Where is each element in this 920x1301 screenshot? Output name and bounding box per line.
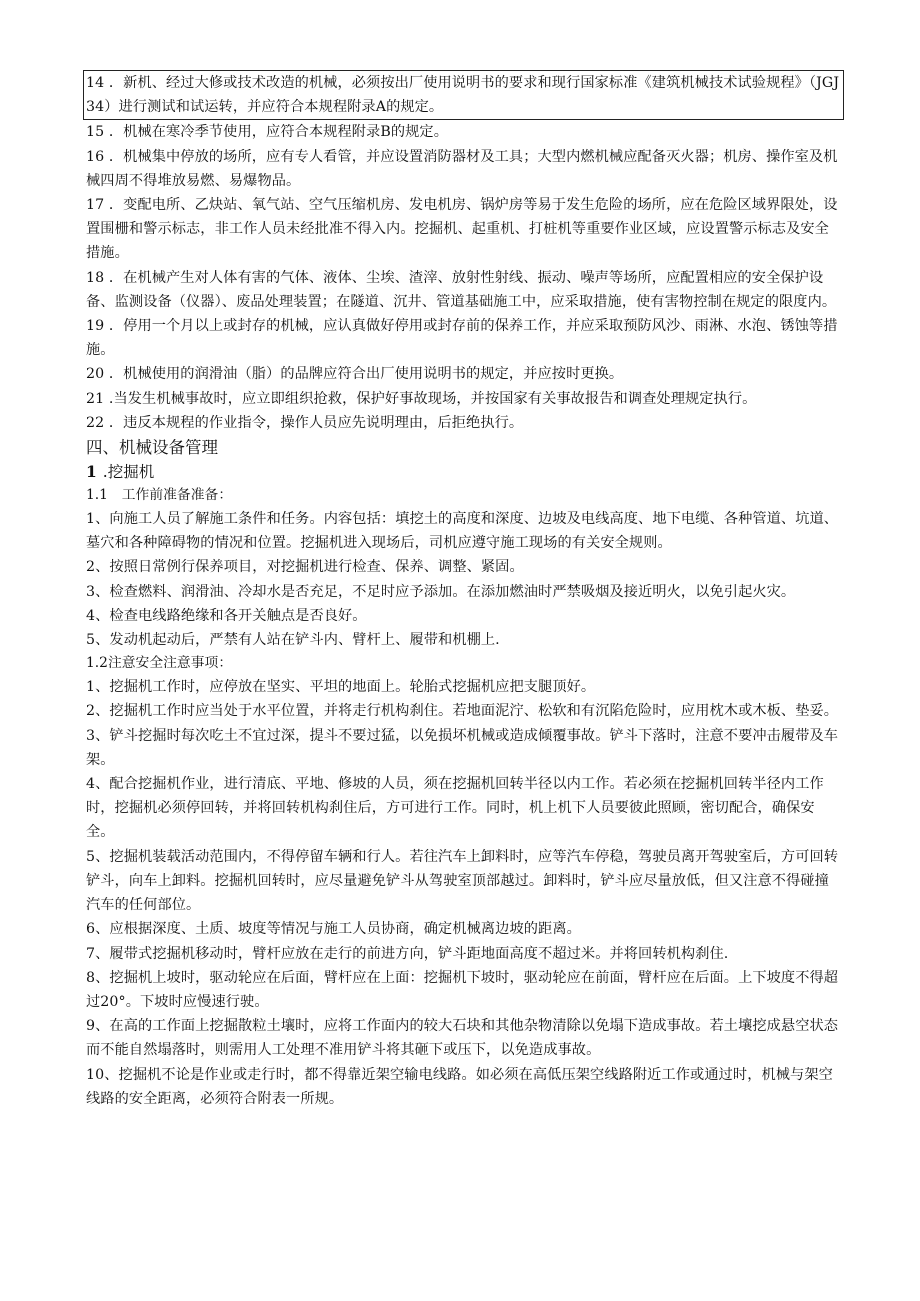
- document-page: [86, 70, 842, 1111]
- prep-item-1: 1、向施工人员了解施工条件和任务。内容包括：填挖土的高度和深度、边坡及电线高度、地下电缆、各种管道、坑道、墓穴和各种障碍物的情况和位置。挖掘机进入现场后，司机应遵守施工现场的有关安全规则。: [86, 511, 839, 552]
- prep-item-4: 4、检查电线路绝缘和各开关触点是否良好。: [86, 607, 367, 624]
- subsection-number: 1: [86, 462, 97, 482]
- rule-17: 17 ．变配电所、乙炔站、氧气站、空气压缩机房、发电机房、锅炉房等易于发生危险的场所，应在危险区域界限处，设置围栅和警示标志，非工作人员未经批准不得入内。挖掘机、起重机、打桩机等重要作业区域，应设置警示标志及安全措施。: [86, 197, 838, 262]
- rule-19: 19 ．停用一个月以上或封存的机械，应认真做好停用或封存前的保养工作，并应采取预防风沙、雨淋、水泡、锈蚀等措施。: [86, 318, 838, 359]
- safety-item-4: 4、配合挖掘机作业，进行清底、平地、修坡的人员，须在挖掘机回转半径以内工作。若必须在挖掘机回转半径内工作时，挖掘机必须停回转，并将回转机构刹住后，方可进行工作。同时，机上机下人员要彼此照顾，密切配合，确保安全。: [86, 776, 824, 841]
- prep-item-3: 3、检查燃料、润滑油、冷却水是否充足，不足时应予添加。在添加燃油时严禁吸烟及接近明火，以免引起火灾。: [86, 583, 796, 600]
- safety-item-6: 6、应根据深度、土质、坡度等情况与施工人员协商，确定机械离边坡的距离。: [86, 921, 581, 938]
- prep-item-2: 2、按照日常例行保养项目，对挖掘机进行检查、保养、调整、紧固。: [86, 559, 524, 576]
- rule-22: 22 ．违反本规程的作业指令，操作人员应先说明理由，后拒绝执行。: [86, 414, 524, 431]
- rule-16: 16 ．机械集中停放的场所，应有专人看管，并应设置消防器材及工具；大型内燃机械应配备灭火器；机房、操作室及机械四周不得堆放易燃、易爆物品。: [86, 148, 838, 189]
- safety-item-1: 1、挖掘机工作时，应停放在坚实、平坦的地面上。轮胎式挖掘机应把支腿顶好。: [86, 679, 596, 696]
- safety-item-3: 3、铲斗挖掘时每次吃土不宜过深，提斗不要过猛，以免损坏机械或造成倾覆事故。铲斗下落时，注意不要冲击履带及车架。: [86, 727, 839, 768]
- rule-21: 21 .当发生机械事故时，应立即组织抢救，保护好事故现场，并按国家有关事故报告和调查处理规定执行。: [86, 390, 757, 407]
- safety-heading: 1.2注意安全注意事项：: [86, 655, 233, 672]
- rule-15: 15 ．机械在寒冷季节使用，应符合本规程附录B的规定。: [86, 124, 449, 141]
- safety-item-2: 2、挖掘机工作时应当处于水平位置，并将走行机构刹住。若地面泥泞、松软和有沉陷危险时，应用枕木或木板、垫妥。: [86, 703, 839, 720]
- section-title: 四、机械设备管理: [86, 438, 218, 458]
- rule-18: 18 ．在机械产生对人体有害的气体、液体、尘埃、渣滓、放射性射线、振动、噪声等场所，应配置相应的安全保护设备、监测设备（仪器）、废品处理装置；在隧道、沉井、管道基础施工中，应采取措施，使有害物控制在规定的限度内。: [86, 269, 837, 310]
- safety-item-8: 8、挖掘机上坡时，驱动轮应在后面，臂杆应在上面：挖掘机下坡时，驱动轮应在前面，臂杆应在后面。上下坡度不得超过20°。下坡时应慢速行驶。: [86, 969, 839, 1010]
- prep-item-5: 5、发动机起动后，严禁有人站在铲斗内、臂杆上、履带和机棚上.: [86, 632, 500, 649]
- safety-item-10: 10、挖掘机不论是作业或走行时，都不得靠近架空输电线路。如必须在高低压架空线路附近工作或通过时，机械与架空线路的安全距离，必须符合附表一所规。: [86, 1066, 833, 1107]
- subsection-label: .挖掘机: [102, 463, 155, 482]
- rule-14-boxed: 14 ．新机、经过大修或技术改造的机械，必须按出厂使用说明书的要求和现行国家标准《建筑机械技术试验规程》（JGJ34）进行测试和试运转，并应符合本规程附录A的规定。: [83, 70, 844, 120]
- safety-item-5: 5、挖掘机装载活动范围内，不得停留车辆和行人。若往汽车上卸料时，应等汽车停稳，驾驶员离开驾驶室后，方可回转铲斗，向车上卸料。挖掘机回转时，应尽量避免铲斗从驾驶室顶部越过。卸料时，铲斗应尽量放低，但又注意不得碰撞汽车的任何部位。: [86, 848, 839, 914]
- prep-heading: 1.1 工作前准备准备：: [86, 487, 233, 504]
- safety-item-9: 9、在高的工作面上挖掘散粒土壤时，应将工作面内的较大石块和其他杂物清除以免塌下造成事故。若土壤挖成悬空状态而不能自然塌落时，则需用人工处理不准用铲斗将其砸下或压下，以免造成事故。: [86, 1018, 839, 1059]
- safety-item-7: 7、履带式挖掘机移动时，臂杆应放在走行的前进方向，铲斗距地面高度不超过米。并将回转机构刹住.: [86, 945, 729, 962]
- subsection-title: [86, 460, 842, 484]
- rule-20: 20 ．机械使用的润滑油（脂）的品牌应符合出厂使用说明书的规定，并应按时更换。: [86, 366, 624, 383]
